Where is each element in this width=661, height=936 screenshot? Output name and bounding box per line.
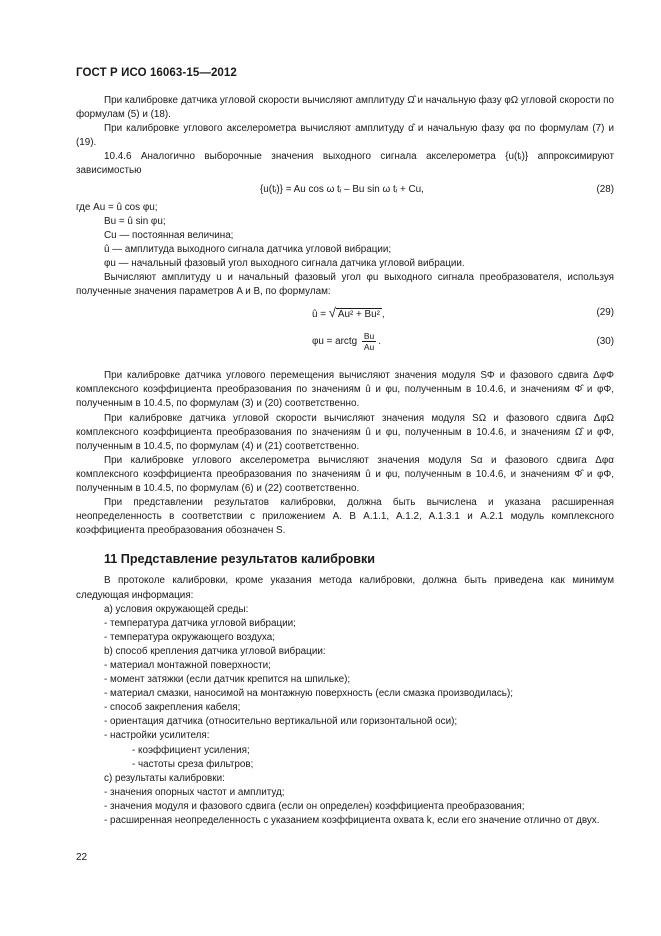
formula-28 — [76, 179, 614, 201]
formula-29-radicand: Au² + Bu² — [337, 309, 380, 321]
formula-30-number: (30) — [596, 336, 614, 348]
formula-29-number: (29) — [596, 307, 614, 319]
formula-30-fraction — [362, 331, 376, 352]
formula-30-tail: . — [378, 336, 382, 348]
sqrt-sign-icon: √ — [328, 305, 336, 321]
where-line: Bu = û sin φu; — [104, 215, 166, 227]
formula-29-lhs: û = — [312, 309, 329, 321]
where-line: Cu — постоянная величина; — [104, 229, 234, 241]
list-item: - способ закрепления кабеля; — [104, 702, 241, 714]
formula-28-number: (28) — [596, 183, 614, 195]
document-header: ГОСТ Р ИСО 16063-15—2012 — [76, 67, 237, 79]
fraction-numerator: Bu — [363, 331, 375, 342]
formula-30 — [76, 327, 614, 361]
paragraph: В протоколе калибровки, кроме указания метода калибровки, должна быть приведена как минимум следующая информация: — [76, 575, 614, 601]
paragraph: При представлении результатов калибровки, должна быть вычислена и указана расширенная неопределенность в соответствии с приложением A. В A.1.1, A.1.2, A.1.3.1 и A.2.1 модуль комплексного коэффициента преобразования обозначен S. — [76, 497, 614, 537]
fraction-denominator: Au — [363, 342, 375, 353]
list-item: - температура датчика угловой вибрации; — [104, 617, 296, 629]
list-item: - момент затяжки (если датчик крепится на шпильке); — [104, 674, 351, 686]
formula-29-tail: , — [381, 309, 385, 321]
list-item: - значения опорных частот и амплитуд; — [104, 786, 285, 798]
list-item: - настройки усилителя: — [104, 730, 210, 742]
where-line: φu — начальный фазовый угол выходного сигнала датчика угловой вибрации. — [104, 257, 465, 269]
formula-28-body: {u(tᵢ)} = Au cos ω tᵢ – Bu sin ω tᵢ + Cu, — [260, 183, 424, 195]
list-item: а) условия окружающей среды: — [104, 603, 249, 615]
paragraph: При калибровке датчика угловой скорости вычисляют значения модуля SΩ и фазового сдвига ΔφΩ комплексного коэффициента преобразования по значениям û и φu, полученным в 10.4.6, и значениям Ω̂ и φΦ, полученным в 10.4.5, по формулам (4) и (21) соответственно. — [76, 412, 614, 452]
document-body — [76, 94, 614, 828]
paragraph: Вычисляют амплитуду u и начальный фазовый угол φu выходного сигнала преобразователя, используя полученные значения параметров A и B, по формулам: — [76, 272, 614, 298]
paragraph: При калибровке углового акселерометра вычисляют значения модуля Sα и фазового сдвига Δφα комплексного коэффициента преобразования по значениям û и φu, полученным в 10.4.6, и значениям Φ̂ и φΦ, полученным в 10.4.5, по формулам (6) и (22) соответственно. — [76, 454, 614, 494]
paragraph: При калибровке датчика угловой скорости вычисляют амплитуду Ω̂ и начальную фазу φΩ угловой скорости по формулам (5) и (18). — [76, 95, 614, 121]
list-item: - частоты среза фильтров; — [132, 758, 254, 770]
paragraph: 10.4.6 Аналогично выборочные значения выходного сигнала акселерометра {u(tᵢ)} аппроксимируют зависимостью — [76, 151, 614, 177]
list-item: - коэффициент усиления; — [132, 744, 250, 756]
page-number: 22 — [76, 852, 88, 863]
list-item: - материал смазки, наносимой на монтажную поверхность (если смазка производилась); — [104, 688, 513, 700]
list-item: - значения модуля и фазового сдвига (если он определен) коэффициента преобразования; — [104, 800, 525, 812]
where-line: где Au = û cos φu; — [76, 201, 158, 213]
paragraph: При калибровке углового акселерометра вычисляют амплитуду α̂ и начальную фазу φα по формулам (7) и (19). — [76, 123, 614, 149]
list-item: - материал монтажной поверхности; — [104, 660, 271, 671]
formula-30-body — [312, 331, 381, 352]
list-item: b) способ крепления датчика угловой вибрации: — [104, 645, 326, 657]
list-item: - температура окружающего воздуха; — [104, 631, 275, 643]
formula-30-lhs: φu = arctg — [312, 336, 358, 348]
formula-29 — [76, 299, 614, 327]
formula-29-body — [312, 306, 385, 322]
list-item: - ориентация датчика (относительно вертикальной или горизонтальной оси); — [104, 716, 458, 728]
where-line: û — амплитуда выходного сигнала датчика угловой вибрации; — [104, 243, 392, 255]
list-item: - расширенная неопределенность с указанием коэффициента охвата k, если его значение отлично от двух. — [104, 815, 600, 827]
paragraph: При калибровке датчика углового перемещения вычисляют значения модуля SΦ и фазового сдвига ΔφΦ комплексного коэффициента преобразования по значениям û и φu, полученным в 10.4.6, и значениям Φ̂ и φΦ, полученным в 10.4.5, по формулам (3) и (20) соответственно. — [76, 370, 614, 410]
section-heading: 11 Представление результатов калибровки — [104, 552, 376, 567]
list-item: c) результаты калибровки: — [104, 772, 225, 784]
